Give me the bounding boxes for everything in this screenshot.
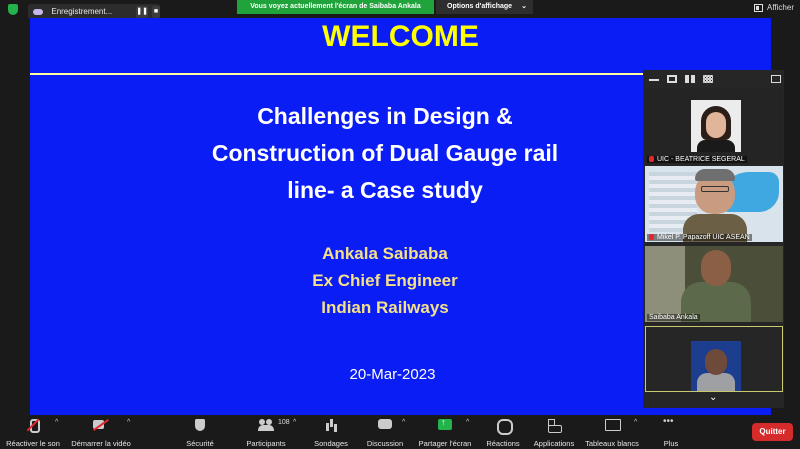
panel-header [643,70,784,88]
video-off-icon [93,419,109,431]
grid-view-icon[interactable] [703,75,713,83]
apps-button[interactable] [531,419,577,448]
mic-muted-icon [649,156,654,162]
share-screen-label: Partager l'écran [418,439,472,448]
pause-recording-button[interactable]: ❚❚ [136,6,148,18]
video-panel [643,70,784,408]
security-label: Sécurité [186,439,214,448]
smiley-icon [495,419,511,431]
whiteboards-button[interactable] [584,419,640,448]
chevron-up-icon[interactable]: ^ [634,419,638,426]
meeting-toolbar [0,415,800,449]
bar-chart-icon [323,419,339,431]
apps-label: Applications [533,439,575,448]
start-video-label: Démarrer la vidéo [71,439,131,448]
panel-icon [754,4,763,12]
minimize-icon[interactable] [649,79,659,81]
chevron-up-icon[interactable]: ^ [402,419,406,426]
view-options-label: Options d'affichage [447,3,513,10]
participant-count: 108 [278,419,290,426]
slide-date: 20-Mar-2023 [349,366,436,383]
video-tile[interactable] [645,246,783,322]
start-video-button[interactable] [68,419,134,448]
chat-button[interactable] [364,419,406,448]
participant-name: UIC - BEATRICE SEGERAL [657,156,745,163]
subtitle-line: Challenges in Design & [257,103,513,129]
more-dots-icon [663,419,679,431]
people-icon [258,419,290,431]
video-tile[interactable] [645,166,783,242]
mic-muted-icon [649,234,654,240]
participant-name-tag [647,156,747,163]
slide-title: WELCOME [322,20,479,53]
chat-label: Discussion [366,439,404,448]
presenter-org: Indian Railways [321,298,449,317]
polls-label: Sondages [314,439,348,448]
chevron-up-icon[interactable]: ^ [127,419,131,426]
unmute-button[interactable] [4,419,62,448]
reactions-button[interactable] [484,419,522,448]
chevron-down-icon[interactable]: ⌄ [709,392,718,403]
share-screen-icon [437,419,453,431]
screen-share-banner: Vous voyez actuellement l'écran de Saibaba Ankala [237,0,434,14]
shield-icon [192,419,208,431]
mic-off-icon [25,419,41,431]
presenter-info [220,240,550,321]
security-button[interactable] [180,419,220,448]
cloud-recording-icon [32,7,39,17]
stop-recording-button[interactable]: ■ [152,6,160,18]
show-label: Afficher [767,3,794,12]
presenter-role: Ex Chief Engineer [312,271,458,290]
participant-photo [691,100,741,152]
presenter-name: Ankala Saibaba [322,244,448,263]
subtitle-line: Construction of Dual Gauge rail [211,140,559,166]
participant-name-tag [647,234,752,241]
subtitle-line: line- a Case study [287,177,483,203]
chevron-down-icon: ⌄ [521,3,527,10]
recording-label: Enregistrement... [51,7,113,16]
more-button[interactable] [659,419,683,448]
security-shield-icon[interactable] [8,4,18,15]
chevron-up-icon[interactable]: ^ [466,419,470,426]
polls-button[interactable] [311,419,351,448]
leave-button[interactable]: Quitter [752,423,793,441]
participant-name: Mikel P. Papazoff UIC ASEAN [657,234,750,241]
top-bar [0,0,800,18]
whiteboards-label: Tableaux blancs [585,439,639,448]
recording-indicator [28,4,160,19]
video-tile[interactable] [645,88,783,164]
reactions-label: Réactions [486,439,520,448]
slide-subtitle [60,98,710,209]
participants-label: Participants [246,439,286,448]
chevron-up-icon[interactable]: ^ [293,419,297,426]
show-button[interactable] [754,3,794,12]
view-options-button[interactable] [436,0,533,14]
unmute-label: Réactiver le son [6,439,60,448]
more-label: Plus [663,439,679,448]
popout-icon[interactable] [771,75,781,83]
strip-view-icon[interactable] [685,75,695,83]
chevron-up-icon[interactable]: ^ [55,419,59,426]
apps-icon [546,419,562,431]
single-view-icon[interactable] [667,75,677,83]
participants-button[interactable] [243,419,289,448]
participant-photo [691,341,741,391]
participant-name: Saibaba Ankala [649,314,698,321]
participant-name-tag [647,314,700,321]
chat-bubble-icon [377,419,393,431]
video-tile-active-speaker[interactable] [645,326,783,392]
background-window [645,246,685,322]
whiteboard-icon [604,419,620,431]
